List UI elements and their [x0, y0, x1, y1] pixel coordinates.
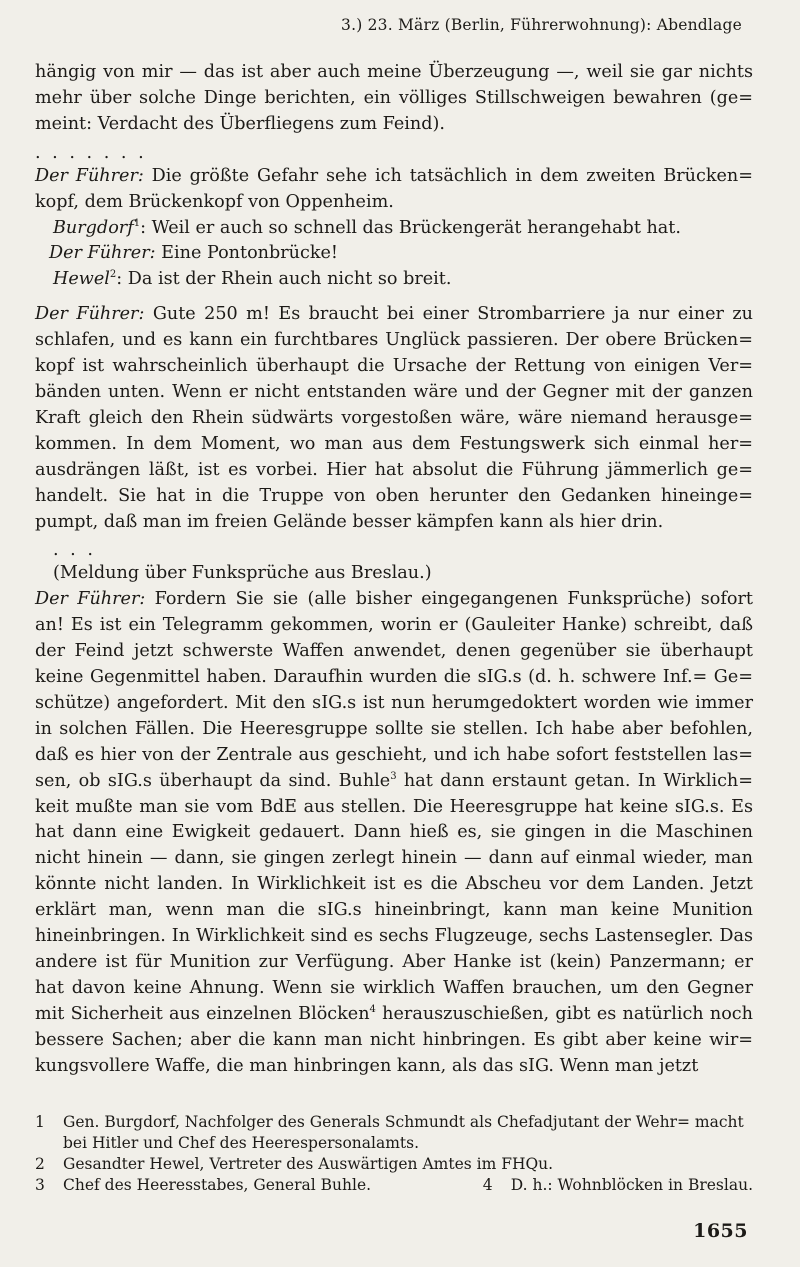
paragraph-8 [35, 587, 753, 1079]
page-number: 1655 [693, 1220, 748, 1242]
footnote-text: Gen. Burgdorf, Nachfolger des Generals Schmundt als Chefadjutant der Wehr= macht bei Hitler und Chef des Heerespersonalamts. [63, 1113, 744, 1152]
main-text [35, 60, 753, 1080]
footnote-3 [35, 1175, 483, 1196]
paragraph-7: (Meldung über Funksprüche aus Breslau.) [53, 563, 432, 584]
paragraph-6 [35, 302, 753, 535]
footnote-number: 4 [482, 1176, 493, 1194]
speech-text: hat dann erstaunt getan. In Wirklich= keit mußte man sie vom BdE aus stellen. Die Heeresgruppe hat keine sIG.s. Es hat dann eine Ewigkeit gedauert. Dann hieß es, sie gingen in die Maschinen nicht hinein — dann, sie gingen zerlegt hinein — dann auf einmal wieder, man könnte nicht landen. In Wirklichkeit ist es die Abscheu vor dem Landen. Jetzt erklärt man, wenn man die sIG.s hineinbringt, kann man keine Munition hineinbringen. In Wirklichkeit sind es sechs Flugzeuge, sechs Lastensegler. Das andere ist für Munition zur Verfügung. Aber Hanke ist (kein) Panzermann; er hat davon keine Ahnung. Wenn sie wirklich Waffen brauchen, um den Gegner mit Sicherheit aus einzelnen Blöcken [35, 770, 753, 1024]
speech-text: Eine Pontonbrücke! [155, 243, 339, 264]
speech-text: herauszuschießen, gibt es natürlich noch bessere Sachen; aber die kann man nicht hinbringen. Es gibt aber keine wir= kungsvollere Waffe, die man hinbringen kann, als das sIG. Wenn man jetzt [35, 1003, 753, 1076]
footnote-text: D. h.: Wohnblöcken in Breslau. [510, 1176, 753, 1194]
speaker-label: Burgdorf [53, 217, 134, 238]
paragraph-4 [35, 241, 753, 267]
paragraph-2 [35, 164, 753, 216]
running-head: 3.) 23. März (Berlin, Führerwohnung): Abendlage [341, 16, 742, 34]
footnote-2 [35, 1154, 753, 1175]
footnote-number: 3 [35, 1176, 45, 1194]
paragraph-1: hängig von mir — das ist aber auch meine Überzeugung —, weil sie gar nichts mehr über solche Dinge berichten, ein völliges Stillschweigen bewahren (ge= meint: Verdacht des Überfliegens zum Feind). [35, 62, 753, 134]
footnotes [35, 1112, 753, 1196]
footnote-number: 2 [35, 1155, 45, 1173]
footnote-number: 1 [35, 1113, 45, 1131]
footnote-text: Chef des Heeresstabes, General Buhle. [63, 1176, 372, 1194]
speaker-label: Hewel [53, 269, 110, 290]
footnote-row-3-4 [35, 1175, 753, 1196]
footnote-ref: 2 [109, 269, 117, 281]
ellipsis-2: . . . [53, 540, 96, 561]
speaker-label: Der Führer: [35, 165, 144, 186]
footnote-ref: 1 [133, 217, 141, 229]
speech-text: : Weil er auch so schnell das Brückengerät herangehabt hat. [140, 217, 681, 238]
footnote-1 [35, 1112, 753, 1154]
speaker-label: Der Führer: [35, 304, 145, 325]
footnote-4 [483, 1175, 753, 1196]
speech-text: Fordern Sie sie (alle bisher eingegangenen Funksprüche) sofort an! Es ist ein Telegramm gekommen, worin er (Gauleiter Hanke) schreibt, daß der Feind jetzt schwerste Waffen anwendet, denen gegenüber sie überhaupt keine Gegenmittel haben. Daraufhin wurden die sIG.s (d. h. schwere Inf.= Ge= schütze) angefordert. Mit den sIG.s ist nun herumgedoktert worden wie immer in solchen Fällen. Die Heeresgruppe sollte sie stellen. Ich habe aber befohlen, daß es hier von der Zentrale aus geschieht, und ich habe sofort feststellen las= sen, ob sIG.s überhaupt da sind. Buhle [35, 589, 753, 791]
paragraph-5 [35, 267, 753, 293]
speech-text: Gute 250 m! Es braucht bei einer Strombarriere ja nur einer zu schlafen, und es kann ein furchtbares Unglück passieren. Der obere Brücken= kopf ist wahrscheinlich überhaupt die Ursache der Rettung von einigen Ver= bänden unten. Wenn er nicht entstanden wäre und der Gegner mit der ganzen Kraft gleich den Rhein südwärts vorgestoßen wäre, wäre niemand herausge= kommen. In dem Moment, wo man aus dem Festungswerk sich einmal her= ausdrängen läßt, ist es vorbei. Hier hat absolut die Führung jämmerlich ge= handelt. Sie hat in die Truppe von oben herunter den Gedanken hineinge= pumpt, daß man im freien Gelände besser kämpfen kann als hier drin. [35, 304, 753, 532]
footnote-text: Gesandter Hewel, Vertreter des Auswärtigen Amtes im FHQu. [63, 1155, 554, 1173]
footnote-ref: 3 [390, 770, 397, 782]
speaker-label: Der Führer: [35, 589, 146, 610]
speaker-label: Der Führer: [49, 243, 156, 264]
speech-text: : Da ist der Rhein auch nicht so breit. [116, 269, 452, 290]
ellipsis-1: . . . . . . . [35, 142, 147, 163]
footnote-ref: 4 [369, 1003, 376, 1015]
speech-text: Die größte Gefahr sehe ich tatsächlich in dem zweiten Brücken= kopf, dem Brückenkopf von Oppenheim. [35, 165, 753, 212]
paragraph-3 [35, 216, 753, 242]
